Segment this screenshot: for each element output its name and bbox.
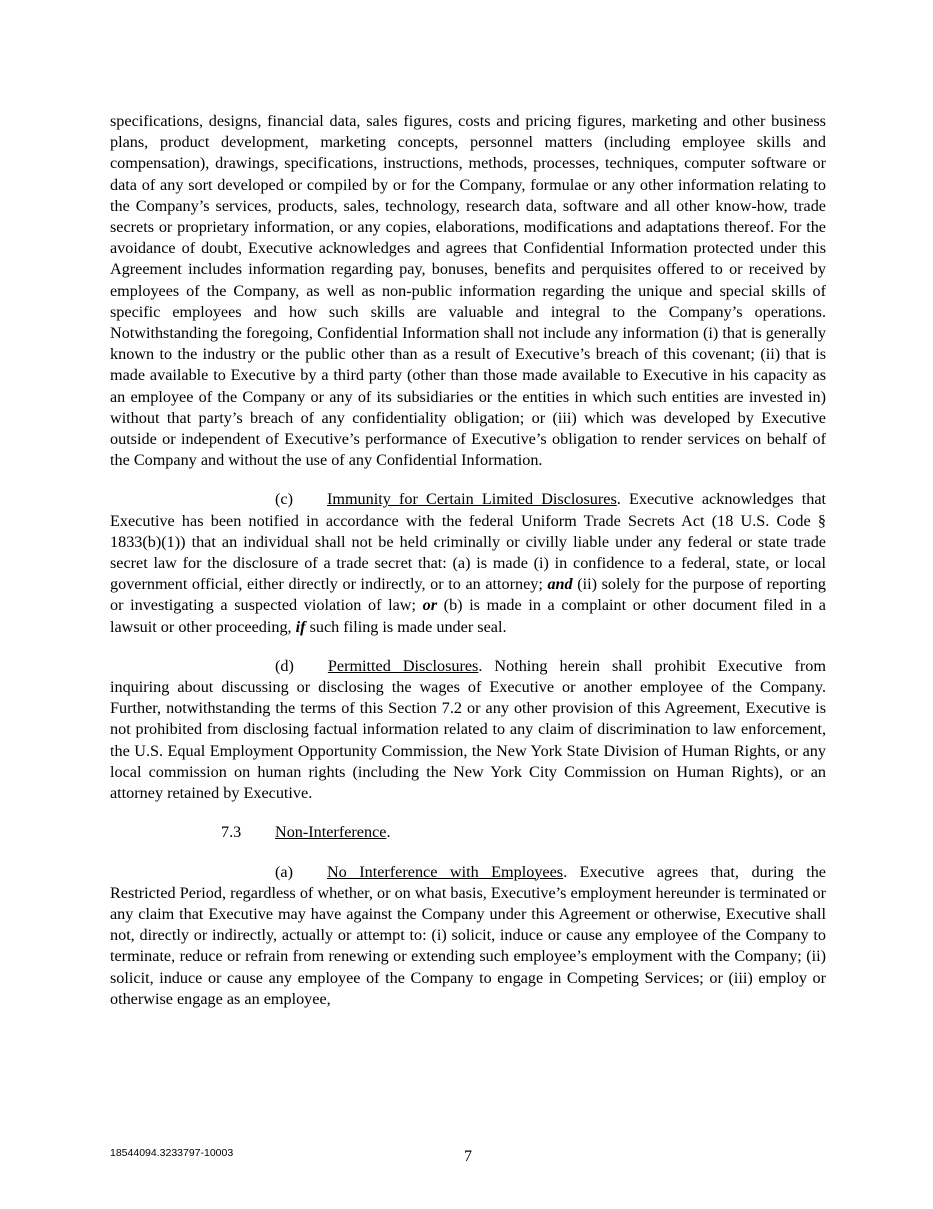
paragraph-permitted-disclosures — [110, 656, 826, 804]
heading-no-interference-employees: No Interference with Employees — [326, 862, 564, 881]
emphasis-and: and — [547, 575, 573, 594]
footer-page-number: 7 — [464, 1148, 472, 1165]
heading-immunity: Immunity for Certain Limited Disclosures — [326, 490, 617, 509]
document-body — [110, 111, 826, 1028]
emphasis-or: or — [422, 596, 438, 615]
paragraph-immunity-disclosures — [110, 489, 826, 637]
subsection-label-c: (c) — [275, 490, 293, 509]
no-interference-text: . Executive agrees that, during the Restricted Period, regardless of whether, or on what basis, Executive’s employment hereunder is terminated or any claim that Executive may have against the Company under this Agreement or otherwise, Executive shall not, directly or indirectly, actually or attempt to: (i) solicit, induce or cause any employee of the Company to terminate, reduce or refrain from renewing or extending such employee’s employment with the Company; (ii) solicit, induce or cause any employee of the Company to engage in Competing Services; or (iii) employ or otherwise engage as an employee, — [110, 862, 826, 1008]
paragraph-no-interference — [110, 862, 826, 1010]
section-heading-7-3 — [221, 822, 826, 843]
subsection-label-d: (d) — [275, 656, 294, 675]
section-number: 7.3 — [221, 823, 242, 842]
heading-non-interference: Non-Interference — [275, 823, 387, 842]
heading-permitted-disclosures: Permitted Disclosures — [327, 656, 479, 675]
emphasis-if: if — [295, 617, 306, 636]
heading-punct: . — [386, 823, 391, 842]
permitted-disclosures-text: . Nothing herein shall prohibit Executive from inquiring about discussing or disclosing the wages of Executive or another employee of the Company. Further, notwithstanding the terms of this Section 7.2 or any other provision of this Agreement, Executive is not prohibited from disclosing factual information related to any claim of discrimination to law enforcement, the U.S. Equal Employment Opportunity Commission, the New York State Division of Human Rights, or any local commission on human rights (including the New York City Commission on Human Rights), or an attorney retained by Executive. — [110, 656, 826, 803]
subsection-label-a: (a) — [275, 862, 293, 881]
immunity-text-4: such filing is made under seal. — [305, 617, 507, 636]
paragraph-confidential-information: specifications, designs, financial data, sales figures, costs and pricing figures, marketing and other business plans, product development, marketing concepts, personnel matters (including employee skills and compensation), drawings, specifications, instructions, methods, processes, techniques, computer software or data of any sort developed or compiled by or for the Company, formulae or any other information relating to the Company’s services, products, sales, technology, research data, software and all other know-how, trade secrets or proprietary information, or any copies, elaborations, modifications and adaptations thereof. For the avoidance of doubt, Executive acknowledges and agrees that Confidential Information protected under this Agreement includes information regarding pay, bonuses, benefits and perquisites offered to or received by employees of the Company, as well as non-public information regarding the unique and special skills of specific employees and how such skills are valuable and integral to the Company’s operations. Notwithstanding the foregoing, Confidential Information shall not include any information (i) that is generally known to the industry or the public other than as a result of Executive’s breach of this covenant; (ii) that is made available to Executive by a third party (other than those made available to Executive in his capacity as an employee of the Company or any of its subsidiaries or the entities in which such entities are invested in) without that party’s breach of any confidentiality obligation; or (iii) which was developed by Executive outside or independent of Executive’s performance of Executive’s obligation to render services on behalf of the Company and without the use of any Confidential Information. — [110, 112, 826, 470]
footer-document-id: 18544094.3233797-10003 — [110, 1147, 234, 1159]
immunity-text-1: . Executive acknowledges that Executive has been notified in accordance with the federal Uniform Trade Secrets Act (18 U.S. Code § 1833(b)(1)) that an individual shall not be held criminally or civilly liable under any federal or state trade secret law for the disclosure of a trade secret that: (a) is made (i) in confidence to a federal, state, or local government official, either directly or indirectly, or to an attorney; — [110, 490, 827, 594]
immunity-text-3: (b) is made in a complaint or other document filed in a lawsuit or other proceeding, — [110, 596, 826, 636]
immunity-text-2: (ii) solely for the purpose of reporting or investigating a suspected violation of law; — [110, 575, 826, 615]
